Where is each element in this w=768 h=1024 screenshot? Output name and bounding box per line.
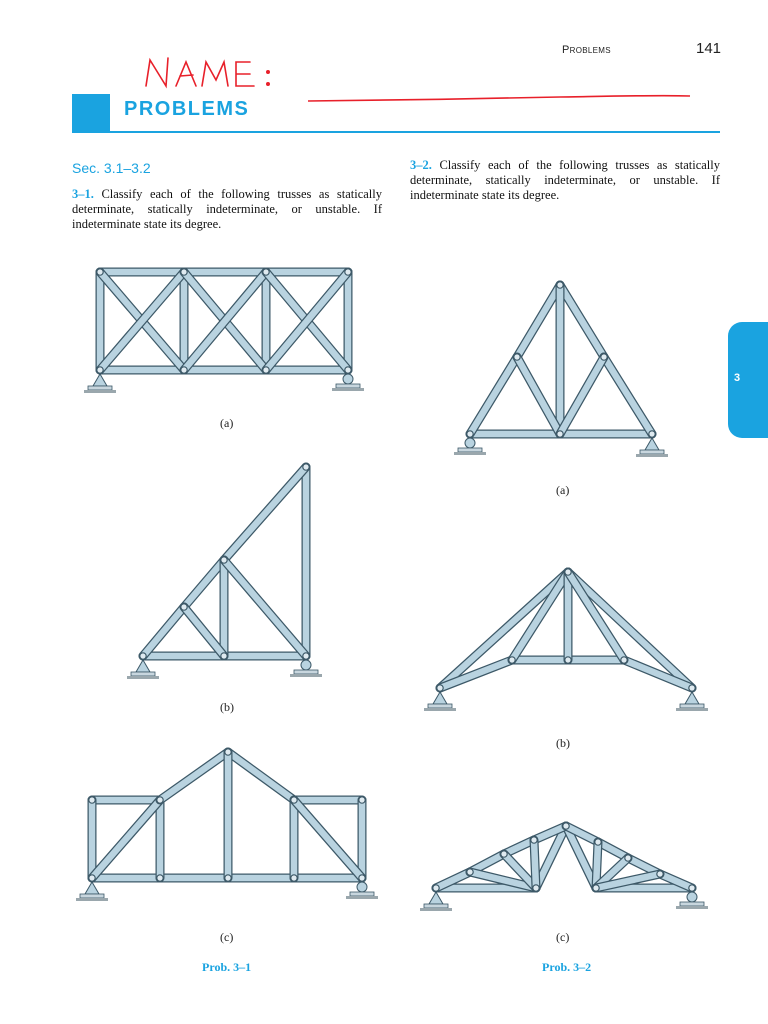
truss-joint bbox=[657, 871, 663, 877]
truss-joint bbox=[291, 797, 297, 803]
truss-joint bbox=[531, 837, 537, 843]
truss-joint bbox=[140, 653, 146, 659]
truss-joint bbox=[557, 431, 563, 437]
truss-joint bbox=[467, 431, 473, 437]
truss-joint bbox=[181, 367, 187, 373]
truss-joint bbox=[157, 875, 163, 881]
handwritten-signature-line bbox=[308, 96, 690, 101]
truss-joint bbox=[225, 749, 231, 755]
truss-joint bbox=[97, 269, 103, 275]
figure-label-3-2b: (b) bbox=[556, 736, 570, 750]
truss-joint bbox=[689, 885, 695, 891]
ground-hatch bbox=[420, 908, 452, 911]
roller-support bbox=[301, 660, 311, 670]
truss-joint bbox=[345, 367, 351, 373]
chapter-thumb-label: 3 bbox=[734, 372, 741, 384]
truss-joint bbox=[303, 653, 309, 659]
truss-joint bbox=[649, 431, 655, 437]
figure-label-3-1c: (c) bbox=[220, 930, 234, 944]
pin-support bbox=[85, 882, 99, 894]
truss-joint bbox=[533, 885, 539, 891]
truss-joint bbox=[97, 367, 103, 373]
figure-caption-prob-3-2: Prob. 3–2 bbox=[542, 960, 592, 974]
ground-hatch bbox=[424, 708, 456, 711]
pin-support bbox=[433, 692, 447, 704]
roller-support bbox=[343, 374, 353, 384]
truss-joint bbox=[181, 269, 187, 275]
figure-label-3-1a: (a) bbox=[220, 416, 234, 430]
truss-joint bbox=[601, 354, 607, 360]
section-title: PROBLEMS bbox=[124, 98, 250, 120]
running-head: Problems bbox=[562, 44, 611, 56]
truss-joint bbox=[291, 875, 297, 881]
truss-joint bbox=[157, 797, 163, 803]
problem-number: 3–1. bbox=[72, 187, 94, 201]
truss-joint bbox=[509, 657, 515, 663]
truss-joint bbox=[689, 685, 695, 691]
truss-joint bbox=[263, 367, 269, 373]
page-number: 141 bbox=[696, 40, 722, 57]
ground-hatch bbox=[454, 452, 486, 455]
problem-text: Classify each of the following trusses as statically determinate, statically indeterminate, or unstable. If indeterminate state its degree. bbox=[72, 187, 383, 231]
problem-number: 3–2. bbox=[410, 158, 432, 172]
truss-joint bbox=[225, 875, 231, 881]
truss-joint bbox=[467, 869, 473, 875]
truss-joint bbox=[221, 557, 227, 563]
ground-hatch bbox=[332, 388, 364, 391]
ground-hatch bbox=[76, 898, 108, 901]
truss-joint bbox=[563, 823, 569, 829]
pin-support bbox=[645, 438, 659, 450]
truss-joint bbox=[625, 855, 631, 861]
subsection-heading: Sec. 3.1–3.2 bbox=[72, 160, 151, 176]
problem-text: Classify each of the following trusses as statically determinate, statically indeterminate, or unstable. If indeterminate state its degree. bbox=[410, 158, 721, 202]
truss-joint bbox=[501, 851, 507, 857]
roller-support bbox=[687, 892, 697, 902]
figure-caption-prob-3-1: Prob. 3–1 bbox=[202, 960, 252, 974]
ground-hatch bbox=[346, 896, 378, 899]
roller-support bbox=[357, 882, 367, 892]
truss-joint bbox=[221, 653, 227, 659]
truss-joint bbox=[621, 657, 627, 663]
truss-joint bbox=[557, 282, 563, 288]
roller-support bbox=[465, 438, 475, 448]
truss-joint bbox=[89, 797, 95, 803]
truss-joint bbox=[263, 269, 269, 275]
pin-support bbox=[136, 660, 150, 672]
figure-label-3-1b: (b) bbox=[220, 700, 234, 714]
ground-hatch bbox=[290, 674, 322, 677]
truss-joint bbox=[593, 885, 599, 891]
truss-joint bbox=[359, 797, 365, 803]
pin-support bbox=[93, 374, 107, 386]
pin-support bbox=[685, 692, 699, 704]
ground-hatch bbox=[676, 708, 708, 711]
figure-label-3-2a: (a) bbox=[556, 483, 570, 497]
ground-hatch bbox=[84, 390, 116, 393]
ground-hatch bbox=[127, 676, 159, 679]
ground-hatch bbox=[636, 454, 668, 457]
truss-joint bbox=[345, 269, 351, 275]
truss-joint bbox=[514, 354, 520, 360]
truss-joint bbox=[595, 839, 601, 845]
pin-support bbox=[429, 892, 443, 904]
truss-joint bbox=[359, 875, 365, 881]
truss-joint bbox=[303, 464, 309, 470]
truss-joint bbox=[565, 569, 571, 575]
truss-joint bbox=[181, 604, 187, 610]
figure-label-3-2c: (c) bbox=[556, 930, 570, 944]
truss-joint bbox=[437, 685, 443, 691]
truss-joint bbox=[565, 657, 571, 663]
truss-joint bbox=[89, 875, 95, 881]
handwritten-name-label bbox=[146, 58, 269, 86]
ground-hatch bbox=[676, 906, 708, 909]
truss-joint bbox=[433, 885, 439, 891]
